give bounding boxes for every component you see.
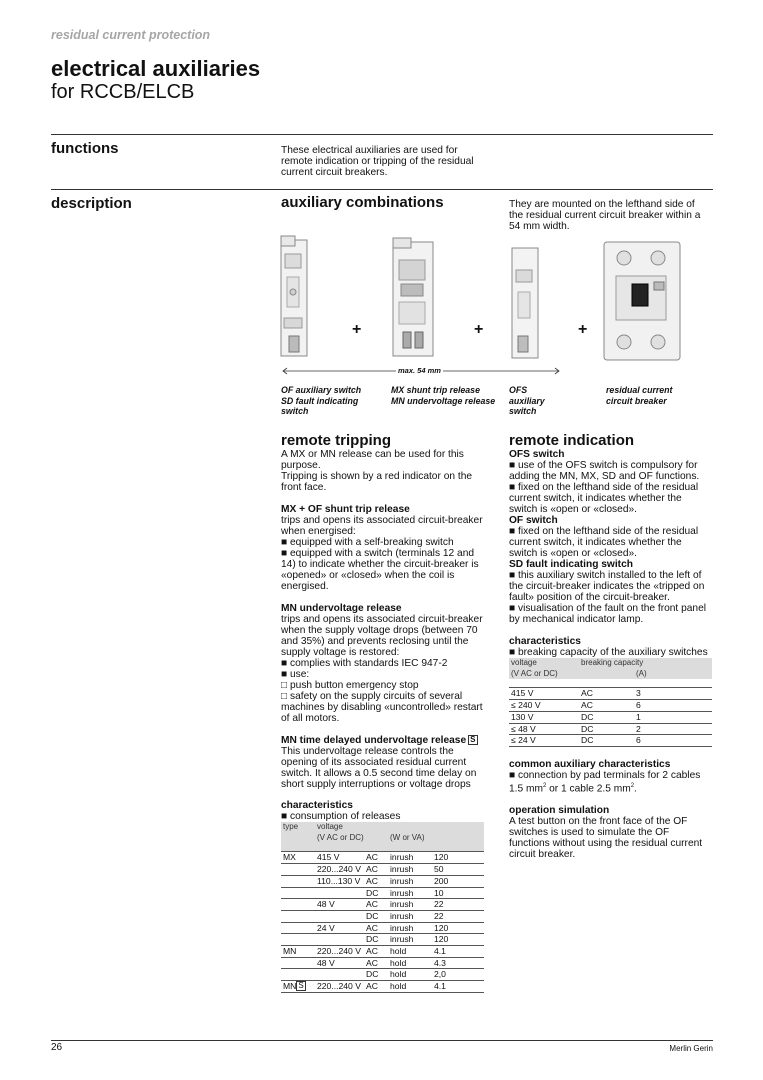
page-title: electrical auxiliaries (51, 56, 261, 81)
th-wva: (W or VA) (390, 832, 425, 842)
text-line: current switch, it indicates whether the (509, 493, 682, 504)
ofs-title: OFS switch (509, 449, 565, 460)
text-line: A MX or MN release can be used for this (281, 449, 464, 460)
sd-title: SD fault indicating switch (509, 559, 633, 570)
breaking-subtitle: ■ breaking capacity of the auxiliary switches (509, 647, 708, 658)
table-cell (281, 875, 315, 887)
of-title: OF switch (509, 515, 558, 526)
text-line: circuit breaker. (509, 849, 576, 861)
text-line: and 35%) and prevents reclosing until the (281, 636, 469, 647)
text-line: supply voltage is restored: (281, 647, 400, 658)
table-header-row (281, 822, 484, 833)
caption-line: MX shunt trip release (391, 385, 480, 395)
functions-line: These electrical auxiliaries are used for (281, 145, 458, 156)
table-cell: AC (579, 688, 634, 700)
functions-heading: functions (51, 140, 119, 157)
table-cell: MN S (281, 981, 315, 993)
text-line: machines by disabling «uncontrolled» restart (281, 702, 483, 713)
table-cell: 220...240 V (315, 981, 364, 993)
common-title: common auxiliary characteristics (509, 758, 671, 770)
text-line: 14) to indicate whether the circuit-breaker is (281, 559, 479, 570)
text-line: «opened» or «closed» when the coil is (281, 570, 455, 581)
text-line: ■ equipped with a self-breaking switch (281, 537, 454, 548)
caption-mx-mn (391, 385, 495, 406)
table-row (281, 864, 484, 876)
table-cell: 120 (432, 934, 484, 946)
text-line: adding the MN, MX, SD and OF functions. (509, 471, 700, 482)
table-cell: 4.1 (432, 946, 484, 958)
table-cell: hold (388, 946, 432, 958)
text-line: ■ this auxiliary switch installed to the left of (509, 570, 702, 581)
text-line: the circuit-breaker indicates the «tripped on (509, 581, 705, 592)
table-row (509, 735, 712, 747)
table-cell (281, 864, 315, 876)
table-row (281, 981, 484, 993)
text-line: switches is used to simulate the OF (509, 827, 670, 839)
table-row (281, 969, 484, 981)
th-vac: (V AC or DC) (511, 668, 558, 678)
table-cell: 4.3 (432, 957, 484, 969)
table-cell (281, 910, 315, 922)
s-mark: S (470, 735, 476, 744)
ofs-module-image (508, 244, 552, 362)
mount-text (509, 199, 719, 232)
table-cell (281, 969, 315, 981)
s-mark: S (298, 981, 304, 991)
text-line: trips and opens its associated circuit-breaker (281, 614, 483, 625)
page-number: 26 (51, 1042, 63, 1053)
table-cell: AC (364, 946, 388, 958)
table-row (281, 875, 484, 887)
table-cell (281, 887, 315, 899)
table-cell: inrush (388, 910, 432, 922)
text-line: functions without using the residual current (509, 838, 703, 850)
table-cell: AC (364, 875, 388, 887)
breaking-capacity-table (509, 658, 712, 747)
remote-tripping-intro (281, 449, 496, 493)
table-cell: hold (388, 957, 432, 969)
table-cell: inrush (388, 852, 432, 864)
ofs-block (509, 449, 714, 625)
table-cell: AC (364, 957, 388, 969)
text-line: switch. It allows a 0.5 second time delay on (281, 768, 477, 779)
table-row (281, 887, 484, 899)
table-cell: DC (364, 910, 388, 922)
mn-time-title: MN time delayed undervoltage release (281, 735, 467, 746)
plus-sign: + (352, 321, 362, 338)
table-cell: inrush (388, 934, 432, 946)
text-line: fault» position of the circuit-breaker. (509, 592, 670, 603)
plus-sign: + (474, 321, 484, 338)
table-cell: AC (364, 899, 388, 911)
consumption-block (281, 800, 496, 822)
table-cell: ≤ 24 V (509, 735, 579, 747)
text-line: current switch, it indicates whether the (509, 537, 682, 548)
description-heading: description (51, 195, 132, 212)
mx-mn-module-image (389, 236, 449, 361)
text-line: □ push button emergency stop (281, 680, 419, 691)
table-row (281, 957, 484, 969)
table-cell: inrush (388, 922, 432, 934)
superscript: 2 (542, 782, 547, 789)
table-cell: hold (388, 981, 432, 993)
table-row (281, 852, 484, 864)
text-line: short supply interruptions or voltage drops (281, 779, 471, 790)
consumption-table (281, 822, 484, 993)
caption-line: MN undervoltage release (391, 395, 496, 406)
table-cell: 200 (432, 875, 484, 887)
th-voltage: voltage (511, 658, 537, 667)
table-cell: DC (579, 735, 634, 747)
text-line: ■ complies with standards IEC 947-2 (281, 658, 448, 669)
text-line: front face. (281, 482, 327, 493)
remote-indication-heading: remote indication (509, 432, 635, 449)
table-cell: 3 (634, 688, 712, 700)
table-cell (315, 887, 364, 899)
table-cell: 2 (634, 723, 712, 735)
text-line: when energised: (281, 526, 356, 537)
text-line: ■ fixed on the lefthand side of the residual (509, 526, 699, 537)
table-cell: DC (364, 887, 388, 899)
aux-combinations-heading: auxiliary combinations (281, 194, 444, 211)
caption-line: OFS (509, 385, 528, 395)
consumption-subtitle: ■ consumption of releases (281, 811, 401, 822)
table-cell: 22 (432, 899, 484, 911)
caption-of-sd (281, 385, 361, 417)
text-line: switch is «open or «closed». (509, 548, 637, 559)
table-cell: 6 (634, 735, 712, 747)
table-row (281, 922, 484, 934)
th-vac: (V AC or DC) (317, 832, 364, 842)
table-cell: 120 (432, 922, 484, 934)
remote-tripping-heading: remote tripping (281, 432, 392, 449)
characteristics-title: characteristics (281, 800, 353, 811)
table-cell: 10 (432, 887, 484, 899)
text-fragment: or 1 cable 2.5 mm (546, 783, 631, 795)
table-row (509, 700, 712, 712)
mn-block (281, 603, 496, 724)
table-cell: 1 (634, 711, 712, 723)
table-cell (281, 957, 315, 969)
table-header-row (509, 669, 712, 680)
caption-ofs (509, 385, 545, 417)
caption-line: OF auxiliary switch (281, 385, 362, 395)
table-cell: 220...240 V (315, 946, 364, 958)
table-row (281, 910, 484, 922)
table-cell: 130 V (509, 711, 579, 723)
text-line: opening of its associated residual current (281, 757, 467, 768)
table-cell: 48 V (315, 957, 364, 969)
text-line: □ safety on the supply circuits of several (281, 691, 463, 702)
mount-line: They are mounted on the lefthand side of (509, 199, 695, 210)
table-cell: hold (388, 969, 432, 981)
mount-line: 54 mm width. (509, 221, 570, 232)
table-cell: DC (579, 711, 634, 723)
caption-line: switch (509, 406, 537, 417)
text-line: A test button on the front face of the OF (509, 816, 688, 828)
caption-rccb (606, 385, 673, 406)
mn-title: MN undervoltage release (281, 603, 402, 614)
text-fragment: 1.5 mm (509, 783, 543, 795)
text-line: by mechanical indicator lamp. (509, 614, 644, 625)
th-type: type (283, 822, 299, 831)
table-cell: 2,0 (432, 969, 484, 981)
text-line: switch is «open or «closed». (509, 504, 637, 515)
table-cell (281, 922, 315, 934)
text-line: ■ fixed on the lefthand side of the residual (509, 482, 699, 493)
simulation-title: operation simulation (509, 805, 610, 817)
mn-time-block (281, 735, 496, 790)
section-eyebrow: residual current protection (51, 28, 211, 42)
functions-text (281, 145, 501, 178)
brand-name: Merlin Gerin (669, 1044, 713, 1053)
text-line: ■ use of the OFS switch is compulsory for (509, 460, 698, 471)
mx-block (281, 504, 496, 592)
dimension-label: max. 54 mm (398, 366, 441, 375)
table-cell: AC (364, 922, 388, 934)
table-cell (315, 934, 364, 946)
breaking-block (509, 636, 714, 658)
table-cell: 4.1 (432, 981, 484, 993)
divider-functions (51, 134, 713, 135)
text-line: trips and opens its associated circuit-breaker (281, 515, 483, 526)
table-row (281, 946, 484, 958)
table-row (281, 899, 484, 911)
table-header-row (509, 658, 712, 669)
text-line: ■ equipped with a switch (terminals 12 and (281, 548, 475, 559)
th-voltage: voltage (317, 822, 343, 831)
superscript: 2 (630, 782, 635, 789)
table-cell (281, 934, 315, 946)
table-row (509, 711, 712, 723)
table-cell: ≤ 240 V (509, 700, 579, 712)
table-cell: inrush (388, 887, 432, 899)
table-cell (281, 899, 315, 911)
plus-sign: + (578, 321, 588, 338)
text-line: when the supply voltage drops (between 70 (281, 625, 478, 636)
table-cell: 48 V (315, 899, 364, 911)
functions-line: current circuit breakers. (281, 167, 388, 178)
common-block (509, 759, 714, 794)
footer-divider (51, 1040, 713, 1041)
table-cell: AC (364, 864, 388, 876)
text-line: ■ use: (281, 669, 310, 680)
table-row (509, 688, 712, 700)
text-line: Tripping is shown by a red indicator on the (281, 471, 473, 482)
table-cell: 24 V (315, 922, 364, 934)
table-row (281, 934, 484, 946)
th-breaking: breaking capacity (581, 658, 644, 667)
table-header-row (281, 833, 484, 844)
text-line (509, 781, 714, 794)
table-cell: AC (364, 852, 388, 864)
table-cell: 6 (634, 700, 712, 712)
table-cell: 220...240 V (315, 864, 364, 876)
remote-tripping-section (281, 432, 496, 993)
table-row (509, 723, 712, 735)
mount-line: the residual current circuit breaker within a (509, 210, 701, 221)
rccb-image (602, 238, 684, 364)
caption-line: SD fault indicating (281, 395, 359, 406)
table-cell: MN (281, 946, 315, 958)
simulation-block (509, 805, 714, 860)
mn-time-title-row (281, 735, 496, 746)
table-cell: inrush (388, 864, 432, 876)
table-cell: inrush (388, 875, 432, 887)
text-line: This undervoltage release controls the (281, 746, 454, 757)
divider-description (51, 189, 713, 190)
table-cell: 110...130 V (315, 875, 364, 887)
table-cell: DC (579, 723, 634, 735)
of-sd-module-image (279, 232, 399, 362)
table-cell (315, 910, 364, 922)
text-fragment: . (634, 783, 637, 795)
table-cell: 415 V (315, 852, 364, 864)
table-cell: ≤ 48 V (509, 723, 579, 735)
text-line: ■ visualisation of the fault on the front panel (509, 603, 707, 614)
mx-title: MX + OF shunt trip release (281, 504, 410, 515)
caption-line: switch (281, 406, 309, 417)
table-cell: 22 (432, 910, 484, 922)
table-cell: MX (281, 852, 315, 864)
table-cell: 50 (432, 864, 484, 876)
table-cell: 415 V (509, 688, 579, 700)
table-cell: DC (364, 934, 388, 946)
table-cell: DC (364, 969, 388, 981)
remote-indication-section (509, 432, 714, 860)
text-line: of all motors. (281, 713, 340, 724)
table-cell: AC (364, 981, 388, 993)
caption-line: auxiliary (509, 395, 545, 406)
table-cell: AC (579, 700, 634, 712)
table-cell (315, 969, 364, 981)
caption-line: circuit breaker (606, 395, 667, 406)
table-cell: inrush (388, 899, 432, 911)
caption-line: residual current (606, 385, 673, 395)
text-line: energised. (281, 581, 329, 592)
characteristics-title: characteristics (509, 636, 581, 647)
th-a: (A) (636, 668, 647, 678)
text-line: ■ connection by pad terminals for 2 cables (509, 769, 701, 781)
page-subtitle: for RCCB/ELCB (51, 81, 195, 103)
text-line: purpose. (281, 460, 321, 471)
functions-line: remote indication or tripping of the residual (281, 156, 474, 167)
table-cell: 120 (432, 852, 484, 864)
